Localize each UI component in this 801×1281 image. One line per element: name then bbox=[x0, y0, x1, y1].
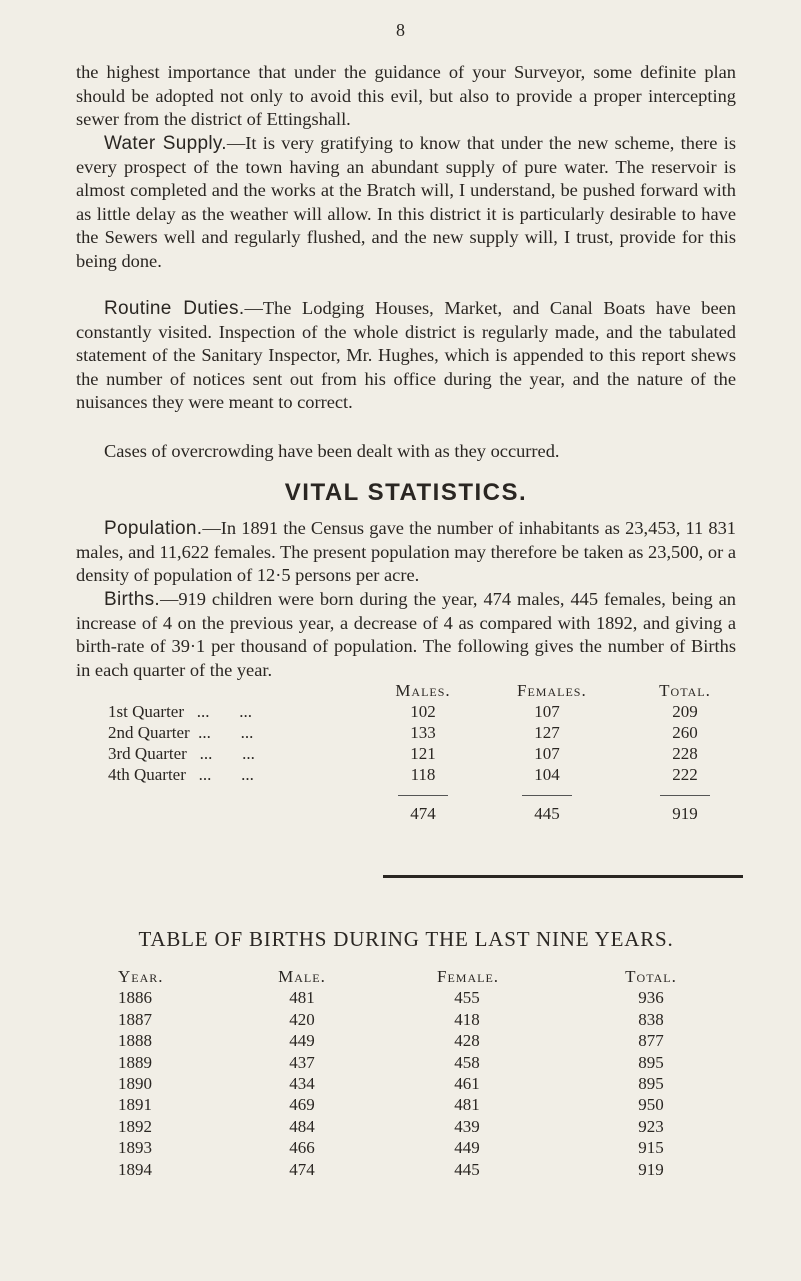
table-row bbox=[118, 988, 718, 1009]
sum-rule bbox=[660, 795, 710, 796]
total-cell: 877 bbox=[638, 1031, 664, 1051]
year-cell: 1892 bbox=[118, 1116, 152, 1136]
table-row bbox=[108, 723, 748, 744]
table-row bbox=[108, 702, 748, 723]
total-cell: 895 bbox=[638, 1052, 664, 1072]
female-cell: 455 bbox=[454, 988, 480, 1008]
total-all: 919 bbox=[672, 804, 698, 823]
male-cell: 437 bbox=[289, 1052, 315, 1072]
quarter-label: 1st Quarter ... ... bbox=[108, 702, 253, 721]
male-cell: 469 bbox=[289, 1095, 315, 1115]
water-supply-text: —It is very gratifying to know that under the new scheme, there is every prospect of the town having an abundant supply of pure water. The reservoir is almost completed and the works at the Bratch will, I understand, be pushed forward with as little delay as the weather will allow. In this district it is particularly desirable to have the Sewers well and regularly flushed, and the new supply will, I trust, provide for this being done. bbox=[76, 133, 736, 271]
quarter-births-table bbox=[108, 681, 748, 825]
male-cell: 484 bbox=[289, 1116, 315, 1136]
population-heading: Population. bbox=[104, 518, 203, 539]
total-cell: 936 bbox=[638, 988, 664, 1008]
routine-duties-section bbox=[76, 297, 736, 415]
table-row bbox=[108, 744, 748, 765]
year-cell: 1887 bbox=[118, 1009, 152, 1029]
header-year: Year. bbox=[118, 967, 164, 986]
population-text: —In 1891 the Census gave the number of inhabitants as 23,453, 11 831 males, and 11,622 females. The present population may therefore be taken as 23,500, or a density of population of 12·5 persons per acre. bbox=[76, 518, 736, 585]
year-cell: 1893 bbox=[118, 1138, 152, 1158]
total-cell: 923 bbox=[638, 1116, 664, 1136]
male-cell: 481 bbox=[289, 988, 315, 1008]
nine-years-table-title: TABLE OF BIRTHS DURING THE LAST NINE YEARS. bbox=[138, 927, 674, 951]
table-row bbox=[118, 1095, 718, 1116]
intro-paragraph bbox=[76, 61, 736, 132]
routine-duties-heading: Routine Duties. bbox=[104, 298, 245, 319]
quarter-males: 102 bbox=[410, 702, 436, 721]
total-cell: 915 bbox=[638, 1138, 664, 1158]
female-cell: 481 bbox=[454, 1095, 480, 1115]
header-males: Males. bbox=[395, 681, 451, 700]
quarter-males: 121 bbox=[410, 744, 436, 763]
female-cell: 418 bbox=[454, 1009, 480, 1029]
routine-duties-text: —The Lodging Houses, Market, and Canal Boats have been constantly visited. Inspection of the whole district is regularly made, and the tabulated statement of the Sanitary Inspector, Mr. Hughes, which is appended to this report shews the number of notices sent out from his office during the year, and the nature of the nuisances they were meant to correct. bbox=[76, 298, 736, 412]
quarter-total: 222 bbox=[672, 765, 698, 784]
nine-years-header bbox=[118, 967, 718, 988]
quarter-females: 107 bbox=[534, 744, 560, 763]
total-females: 445 bbox=[534, 804, 560, 823]
male-cell: 466 bbox=[289, 1138, 315, 1158]
quarter-total: 209 bbox=[672, 702, 698, 721]
nine-years-table bbox=[118, 967, 718, 1181]
female-cell: 461 bbox=[454, 1073, 480, 1093]
sum-rule bbox=[522, 795, 572, 796]
table-row bbox=[118, 1074, 718, 1095]
totals-row bbox=[108, 804, 748, 825]
table-row bbox=[108, 765, 748, 786]
table-row bbox=[118, 1117, 718, 1138]
overcrowding-text: Cases of overcrowding have been dealt with as they occurred. bbox=[104, 441, 560, 461]
header-female: Female. bbox=[437, 967, 500, 986]
year-cell: 1886 bbox=[118, 988, 152, 1008]
table-row bbox=[118, 1138, 718, 1159]
quarter-males: 133 bbox=[410, 723, 436, 742]
quarter-table-header bbox=[108, 681, 748, 702]
female-cell: 428 bbox=[454, 1031, 480, 1051]
table-bottom-rule bbox=[383, 875, 743, 878]
intro-text: the highest importance that under the guidance of your Surveyor, some definite plan should be adopted not only to avoid this evil, but also to provide a proper intercepting sewer from the district of Ettingshall. bbox=[76, 62, 736, 129]
total-males: 474 bbox=[410, 804, 436, 823]
overcrowding-paragraph bbox=[76, 440, 736, 464]
table-row bbox=[118, 1031, 718, 1052]
water-supply-heading: Water Supply. bbox=[104, 133, 227, 154]
quarter-females: 104 bbox=[534, 765, 560, 784]
female-cell: 439 bbox=[454, 1116, 480, 1136]
quarter-males: 118 bbox=[410, 765, 436, 784]
total-cell: 895 bbox=[638, 1073, 664, 1093]
sum-rule bbox=[398, 795, 448, 796]
water-supply-section bbox=[76, 132, 736, 273]
header-male: Male. bbox=[278, 967, 326, 986]
table-row bbox=[118, 1160, 718, 1181]
table-row bbox=[118, 1010, 718, 1031]
quarter-total: 260 bbox=[672, 723, 698, 742]
quarter-females: 127 bbox=[534, 723, 560, 742]
year-cell: 1894 bbox=[118, 1159, 152, 1179]
table-row bbox=[118, 1053, 718, 1074]
quarter-label: 2nd Quarter ... ... bbox=[108, 723, 254, 742]
population-section bbox=[76, 517, 736, 588]
header-total: Total. bbox=[659, 681, 711, 700]
quarter-label: 4th Quarter ... ... bbox=[108, 765, 254, 784]
header-total: Total. bbox=[625, 967, 677, 986]
total-cell: 838 bbox=[638, 1009, 664, 1029]
male-cell: 449 bbox=[289, 1031, 315, 1051]
total-cell: 919 bbox=[638, 1159, 664, 1179]
male-cell: 474 bbox=[289, 1159, 315, 1179]
page-number: 8 bbox=[396, 20, 405, 40]
female-cell: 445 bbox=[454, 1159, 480, 1179]
births-section bbox=[76, 588, 736, 682]
male-cell: 434 bbox=[289, 1073, 315, 1093]
year-cell: 1889 bbox=[118, 1052, 152, 1072]
female-cell: 449 bbox=[454, 1138, 480, 1158]
year-cell: 1890 bbox=[118, 1073, 152, 1093]
header-females: Females. bbox=[517, 681, 587, 700]
births-text: —919 children were born during the year, 474 males, 445 females, being an increase of 4 on the previous year, a decrease of 4 as compared with 1892, and giving a birth-rate of 39·1 per thousand of population. The following gives the number of Births in each quarter of the year. bbox=[76, 589, 736, 680]
male-cell: 420 bbox=[289, 1009, 315, 1029]
female-cell: 458 bbox=[454, 1052, 480, 1072]
quarter-label: 3rd Quarter ... ... bbox=[108, 744, 255, 763]
total-cell: 950 bbox=[638, 1095, 664, 1115]
year-cell: 1891 bbox=[118, 1095, 152, 1115]
sum-rule-row bbox=[108, 786, 748, 804]
quarter-females: 107 bbox=[534, 702, 560, 721]
year-cell: 1888 bbox=[118, 1031, 152, 1051]
vital-statistics-heading: VITAL STATISTICS. bbox=[284, 479, 528, 506]
quarter-total: 228 bbox=[672, 744, 698, 763]
births-heading: Births. bbox=[104, 589, 160, 610]
